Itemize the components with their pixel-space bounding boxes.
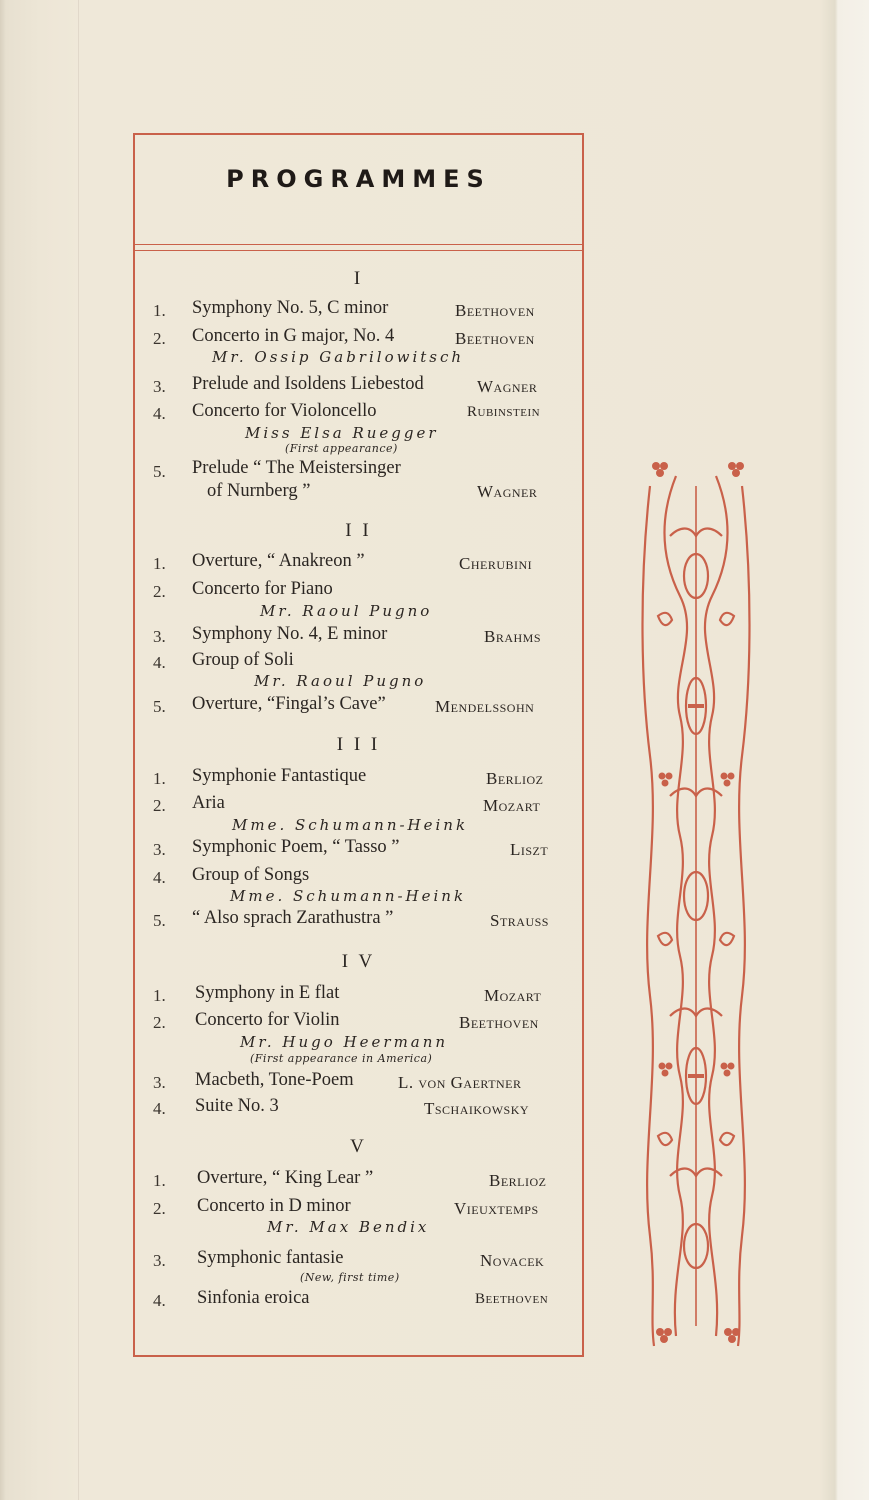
composer-name: Mendelssohn (435, 697, 535, 716)
piece-title: Prelude “ The Meistersinger (192, 458, 401, 478)
piece-title: Symphonie Fantastique (192, 766, 367, 786)
piece-title: Concerto for Piano (192, 579, 333, 599)
composer-name: Wagner (477, 377, 538, 396)
composer-name: Cherubini (459, 554, 533, 573)
fold-crease (78, 0, 79, 1500)
composer-name: Mozart (483, 796, 541, 815)
item-number: 3. (153, 1073, 166, 1092)
piece-title: Suite No. 3 (195, 1096, 279, 1116)
piece-title: Overture, “ King Lear ” (197, 1168, 374, 1188)
item-number: 4. (153, 1099, 166, 1118)
piece-title: Concerto in G major, No. 4 (192, 326, 395, 346)
composer-name: Vieuxtemps (454, 1199, 539, 1218)
composer-name: Beethoven (475, 1291, 549, 1307)
section-heading: I I (345, 520, 372, 541)
piece-title: Group of Soli (192, 650, 294, 670)
piece-title: Macbeth, Tone-Poem (195, 1070, 354, 1090)
header-rule-top (135, 244, 582, 245)
soloist-name: Mr. Max Bendix (267, 1218, 430, 1236)
piece-title: Overture, “Fingal’s Cave” (192, 694, 386, 714)
soloist-name: Mr. Raoul Pugno (254, 672, 427, 690)
item-number: 2. (153, 796, 166, 815)
composer-name: Liszt (510, 840, 549, 859)
appearance-note: (New, first time) (300, 1271, 400, 1284)
soloist-name: Mr. Ossip Gabrilowitsch (212, 348, 465, 366)
header-rule-bottom (135, 250, 582, 251)
item-number: 2. (153, 582, 166, 601)
item-number: 1. (153, 301, 166, 320)
appearance-note: (First appearance) (285, 442, 398, 455)
item-number: 4. (153, 868, 166, 887)
piece-title: Symphony in E flat (195, 983, 340, 1003)
piece-title: “ Also sprach Zarathustra ” (192, 908, 394, 928)
section-heading: I (353, 268, 364, 289)
item-number: 3. (153, 377, 166, 396)
composer-name: Mozart (484, 986, 542, 1005)
item-number: 5. (153, 697, 166, 716)
piece-title: Concerto for Violoncello (192, 401, 377, 421)
soloist-name: Mme. Schumann-Heink (232, 816, 469, 834)
piece-title: Symphony No. 5, C minor (192, 298, 389, 318)
composer-name: L. von Gaertner (398, 1073, 522, 1092)
composer-name: Beethoven (459, 1013, 539, 1032)
composer-name: Novacek (480, 1251, 545, 1270)
piece-title: Concerto for Violin (195, 1010, 340, 1030)
item-number: 3. (153, 840, 166, 859)
composer-name: Rubinstein (467, 404, 541, 420)
item-number: 2. (153, 329, 166, 348)
item-number: 1. (153, 554, 166, 573)
composer-name: Berlioz (489, 1171, 547, 1190)
piece-title: Symphonic Poem, “ Tasso ” (192, 837, 400, 857)
composer-name: Beethoven (455, 329, 535, 348)
composer-name: Berlioz (486, 769, 544, 788)
item-number: 2. (153, 1013, 166, 1032)
item-number: 2. (153, 1199, 166, 1218)
section-heading: V (350, 1136, 367, 1157)
composer-name: Tschaikowsky (424, 1099, 530, 1118)
piece-title: Prelude and Isoldens Liebestod (192, 374, 424, 394)
piece-title: Symphonic fantasie (197, 1248, 344, 1268)
soloist-name: Mme. Schumann-Heink (230, 887, 467, 905)
item-number: 3. (153, 627, 166, 646)
soloist-name: Mr. Raoul Pugno (260, 602, 433, 620)
section-heading: I V (341, 951, 376, 972)
piece-title: Overture, “ Anakreon ” (192, 551, 365, 571)
composer-name: Strauss (490, 911, 549, 930)
item-number: 1. (153, 769, 166, 788)
page-edge-shadow (0, 0, 6, 1500)
piece-title: Group of Songs (192, 865, 310, 885)
page-title: PROGRAMMES (226, 165, 491, 193)
piece-title-continued: of Nurnberg ” (207, 481, 311, 501)
piece-title: Aria (192, 793, 225, 813)
soloist-name: Mr. Hugo Heermann (240, 1033, 449, 1051)
item-number: 1. (153, 1171, 166, 1190)
piece-title: Sinfonia eroica (197, 1288, 310, 1308)
piece-title: Symphony No. 4, E minor (192, 624, 388, 644)
item-number: 5. (153, 462, 166, 481)
item-number: 3. (153, 1251, 166, 1270)
composer-name: Brahms (484, 627, 542, 646)
section-heading: I I I (336, 734, 381, 755)
composer-name: Beethoven (455, 301, 535, 320)
item-number: 5. (153, 911, 166, 930)
composer-name: Wagner (477, 482, 538, 501)
item-number: 4. (153, 404, 166, 423)
item-number: 1. (153, 986, 166, 1005)
piece-title: Concerto in D minor (197, 1196, 351, 1216)
item-number: 4. (153, 1291, 166, 1310)
vine-ornament-icon (640, 456, 752, 1356)
soloist-name: Miss Elsa Ruegger (245, 424, 439, 442)
item-number: 4. (153, 653, 166, 672)
appearance-note: (First appearance in America) (250, 1052, 433, 1065)
